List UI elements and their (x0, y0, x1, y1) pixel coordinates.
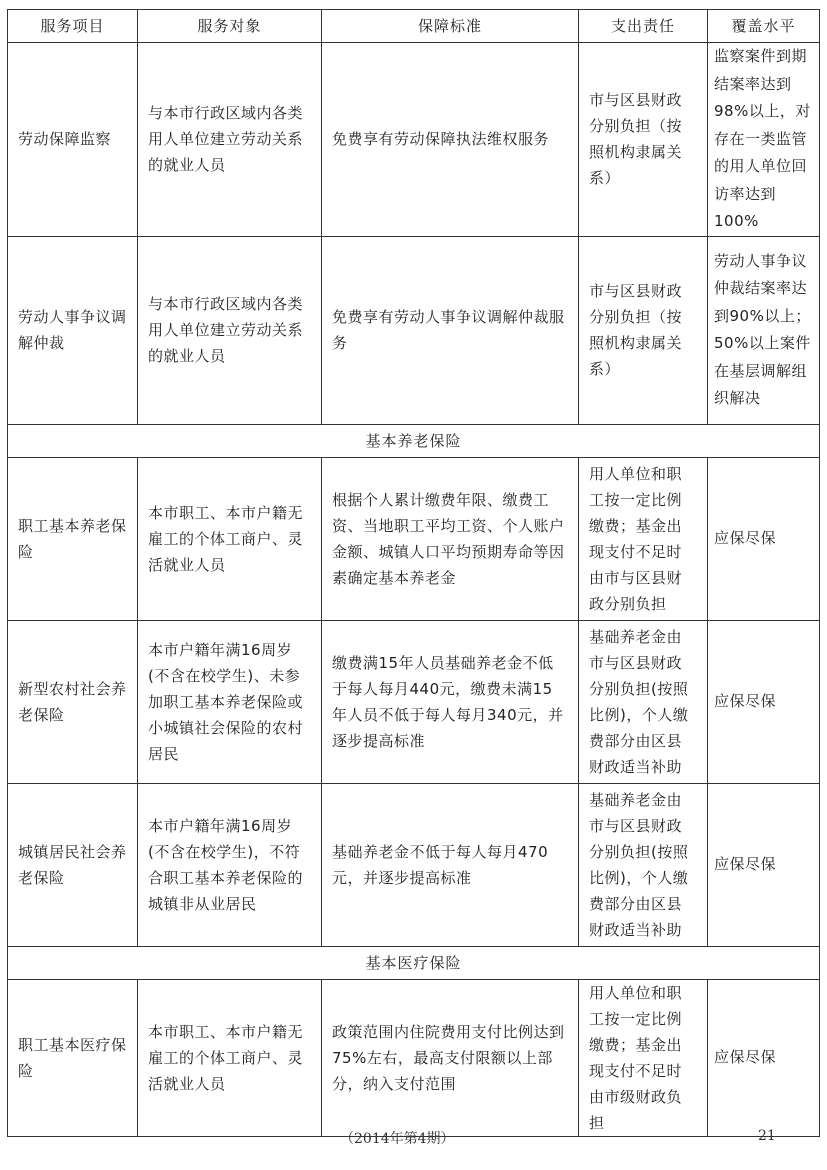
cell-item: 劳动人事争议调解仲裁 (8, 236, 138, 424)
cell-responsibility: 市与区县财政分别负担（按照机构隶属关系） (579, 236, 708, 424)
cell-target: 与本市行政区域内各类用人单位建立劳动关系的就业人员 (138, 236, 322, 424)
cell-item: 城镇居民社会养老保险 (8, 783, 138, 946)
cell-responsibility: 用人单位和职工按一定比例缴费；基金出现支付不足时由市与区县财政分别负担 (579, 457, 708, 620)
cell-target: 本市户籍年满16周岁(不含在校学生)、未参加职工基本养老保险或小城镇社会保险的农村居民 (138, 620, 322, 783)
cell-standard: 免费享有劳动人事争议调解仲裁服务 (322, 236, 579, 424)
cell-standard: 政策范围内住院费用支付比例达到75%左右，最高支付限额以上部分，纳入支付范围 (322, 979, 579, 1136)
cell-coverage: 劳动人事争议仲裁结案率达到90%以上；50%以上案件在基层调解组织解决 (708, 236, 820, 424)
header-coverage: 覆盖水平 (708, 10, 820, 43)
cell-coverage: 应保尽保 (708, 783, 820, 946)
cell-standard: 根据个人累计缴费年限、缴费工资、当地职工平均工资、个人账户金额、城镇人口平均预期寿命等因素确定基本养老金 (322, 457, 579, 620)
cell-standard: 缴费满15年人员基础养老金不低于每人每月440元，缴费未满15年人员不低于每人每月340元，并逐步提高标准 (322, 620, 579, 783)
header-item: 服务项目 (8, 10, 138, 43)
cell-coverage: 应保尽保 (708, 457, 820, 620)
cell-responsibility: 基础养老金由市与区县财政分别负担(按照比例)，个人缴费部分由区县财政适当补助 (579, 783, 708, 946)
table-row (8, 620, 820, 783)
cell-target: 本市户籍年满16周岁(不含在校学生)，不符合职工基本养老保险的城镇非从业居民 (138, 783, 322, 946)
cell-responsibility: 基础养老金由市与区县财政分别负担(按照比例)，个人缴费部分由区县财政适当补助 (579, 620, 708, 783)
cell-coverage: 应保尽保 (708, 620, 820, 783)
page-number: 21 (758, 1128, 776, 1144)
cell-responsibility: 市与区县财政分别负担（按照机构隶属关系） (579, 43, 708, 237)
header-standard: 保障标准 (322, 10, 579, 43)
cell-standard: 基础养老金不低于每人每月470元，并逐步提高标准 (322, 783, 579, 946)
cell-target: 与本市行政区域内各类用人单位建立劳动关系的就业人员 (138, 43, 322, 237)
section-row (8, 946, 820, 979)
cell-coverage: 监察案件到期结案率达到98%以上，对存在一类监管的用人单位回访率达到100% (708, 43, 820, 237)
cell-item: 职工基本医疗保险 (8, 979, 138, 1136)
cell-coverage: 应保尽保 (708, 979, 820, 1136)
table-row (8, 979, 820, 1136)
cell-item: 新型农村社会养老保险 (8, 620, 138, 783)
table-row (8, 43, 820, 237)
table-row (8, 783, 820, 946)
section-title-medical: 基本医疗保险 (8, 946, 820, 979)
header-row (8, 10, 820, 43)
cell-standard: 免费享有劳动保障执法维权服务 (322, 43, 579, 237)
table-row (8, 457, 820, 620)
cell-target: 本市职工、本市户籍无雇工的个体工商户、灵活就业人员 (138, 979, 322, 1136)
services-table (7, 9, 820, 1137)
table-row (8, 236, 820, 424)
cell-item: 劳动保障监察 (8, 43, 138, 237)
section-title-pension: 基本养老保险 (8, 424, 820, 457)
header-target: 服务对象 (138, 10, 322, 43)
cell-item: 职工基本养老保险 (8, 457, 138, 620)
header-responsibility: 支出责任 (579, 10, 708, 43)
cell-responsibility: 用人单位和职工按一定比例缴费；基金出现支付不足时由市级财政负担 (579, 979, 708, 1136)
cell-target: 本市职工、本市户籍无雇工的个体工商户、灵活就业人员 (138, 457, 322, 620)
section-row (8, 424, 820, 457)
issue-label: （2014年第4期） (340, 1131, 455, 1147)
